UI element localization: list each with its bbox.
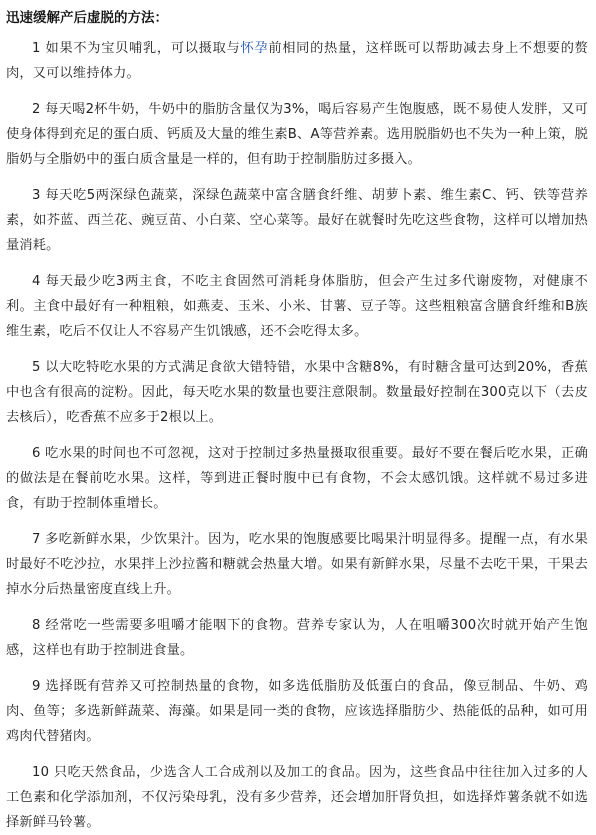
paragraph-2: 2 每天喝2杯牛奶，牛奶中的脂肪含量仅为3%，喝后容易产生饱腹感，既不易使人发胖，又可使身体得到充足的蛋白质、钙质及大量的维生素B、A等营养素。选用脱脂奶也不失为一种上策，脱脂奶与全脂奶中的蛋白质含量是一样的，但有助于控制脂肪过多摄入。: [6, 102, 588, 167]
paragraph-text: 1 如果不为宝贝哺乳，可以摄取与: [32, 41, 241, 56]
paragraph-7: 7 多吃新鲜水果，少饮果汁。因为，吃水果的饱腹感要比喝果汁明显得多。提醒一点，有水果时最好不吃沙拉，水果拌上沙拉酱和糖就会热量大增。如果有新鲜水果，尽量不去吃干果，干果去掉水分后热量密度直线上升。: [6, 532, 588, 597]
paragraph-4: 4 每天最少吃3两主食，不吃主食固然可消耗身体脂肪，但会产生过多代谢废物，对健康不利。主食中最好有一种粗粮，如燕麦、玉米、小米、甘薯、豆子等。这些粗粮富含膳食纤维和B族维生素，吃后不仅让人不容易产生饥饿感，还不会吃得太多。: [6, 274, 588, 339]
paragraph-5: 5 以大吃特吃水果的方式满足食欲大错特错，水果中含糖8%，有时糖含量可达到20%，香蕉中也含有很高的淀粉。因此，每天吃水果的数量也要注意限制。数量最好控制在300克以下（去皮去核后），吃香蕉不应多于2根以上。: [6, 360, 588, 425]
paragraph-1: [6, 36, 588, 86]
paragraph-text: 前相同的热量，这样既可以帮助减去身上不想要的赘肉，又可以维持体力。: [6, 41, 589, 81]
paragraph-8: 8 经常吃一些需要多咀嚼才能咽下的食物。营养专家认为，人在咀嚼300次时就开始产生饱感，这样也有助于控制进食量。: [6, 618, 588, 658]
article-title: 迅速缓解产后虚脱的方法：: [6, 10, 168, 26]
paragraph-10: 10 只吃天然食品，少选含人工合成剂以及加工的食品。因为，这些食品中往往加入过多的人工色素和化学添加剂，不仅污染母乳，没有多少营养，还会增加肝肾负担，如选择炸薯条就不如选择新鲜马铃薯。: [6, 765, 588, 830]
paragraph-3: 3 每天吃5两深绿色蔬菜，深绿色蔬菜中富含膳食纤维、胡萝卜素、维生素C、钙、铁等营养素，如芥蓝、西兰花、豌豆苗、小白菜、空心菜等。最好在就餐时先吃这些食物，这样可以增加热量消耗。: [6, 188, 588, 253]
pregnancy-link[interactable]: 怀孕: [240, 41, 269, 56]
paragraph-9: 9 选择既有营养又可控制热量的食物，如多选低脂肪及低蛋白的食品，像豆制品、牛奶、鸡肉、鱼等；多选新鲜蔬菜、海藻。如果是同一类的食物，应该选择脂肪少、热能低的品种，如可用鸡肉代替猪肉。: [6, 679, 588, 744]
paragraph-6: 6 吃水果的时间也不可忽视，这对于控制过多热量摄取很重要。最好不要在餐后吃水果，正确的做法是在餐前吃水果。这样，等到进正餐时腹中已有食物，不会太感饥饿。这样就不易过多进食，有助于控制体重增长。: [6, 446, 588, 511]
